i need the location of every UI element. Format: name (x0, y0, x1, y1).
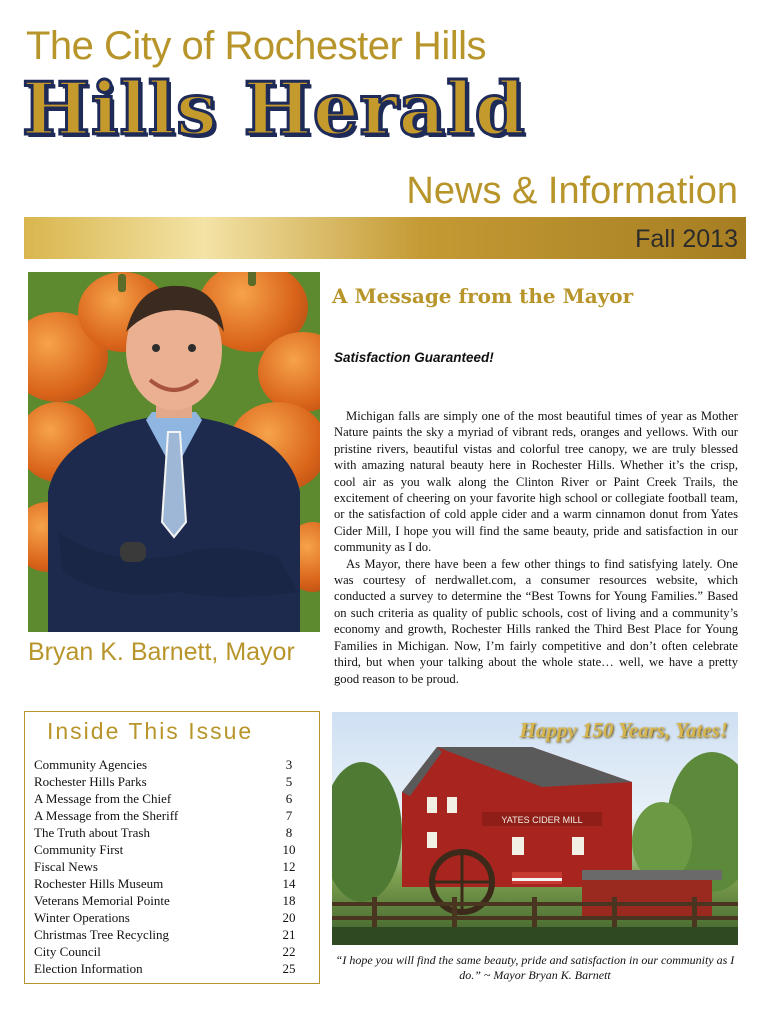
season-bar (24, 217, 746, 259)
toc-item-page: 20 (282, 910, 296, 925)
toc-item-page: 18 (282, 893, 296, 908)
toc-item-title: Community First (34, 842, 124, 857)
toc-item-title: A Message from the Chief (34, 791, 172, 806)
city-title: The City of Rochester Hills (26, 24, 486, 68)
masthead-title: Hills Herald (22, 66, 526, 151)
toc-item-page: 12 (282, 859, 296, 874)
toc-item-page: 6 (285, 791, 293, 806)
toc-item-title: Fiscal News (34, 859, 98, 874)
toc-item-page: 22 (282, 944, 296, 959)
toc-item[interactable] (34, 790, 304, 807)
toc-item-page: 7 (285, 808, 293, 823)
toc-item[interactable] (34, 858, 304, 875)
toc-item[interactable] (34, 773, 304, 790)
toc-heading: Inside This Issue (47, 718, 254, 744)
toc-item-title: The Truth about Trash (34, 825, 150, 840)
cider-mill-sign: YATES CIDER MILL (501, 815, 583, 825)
toc-item-title: City Council (34, 944, 101, 959)
toc-item[interactable] (34, 824, 304, 841)
toc-item[interactable] (34, 807, 304, 824)
toc-item-title: Christmas Tree Recycling (34, 927, 170, 942)
mayor-photo (28, 272, 320, 632)
toc-item-page: 8 (285, 825, 293, 840)
toc-item-title: Community Agencies (34, 757, 148, 772)
article-subheading: Satisfaction Guaranteed! (334, 350, 494, 365)
article-heading: A Message from the Mayor (332, 284, 634, 308)
article-paragraph: Michigan falls are simply one of the most beautiful times of year as Mother Nature paints the sky a myriad of vibrant reds, oranges and yellows. With our pristine rivers, beautiful vistas and colorful tree canopy, we are truly blessed with amazing natural beauty here in Rochester Hills. Whether it’s the crisp, cool air as you walk along the Clinton River or Paint Creek Trails, the excitement of cheering on your favorite high school or collegiate football team, or the satisfaction of cold apple cider and a warm cinnamon donut from Yates Cider Mill, I hope you will find the same beauty, pride and satisfaction in our community as I do. (334, 409, 738, 555)
section-title: News & Information (406, 170, 738, 212)
cider-mill-illustration (332, 712, 738, 945)
mayor-figure (28, 272, 320, 632)
yates-anniversary-banner: Happy 150 Years, Yates! (519, 718, 728, 742)
toc-list (34, 756, 304, 977)
toc-item-page: 10 (282, 842, 296, 857)
toc-item-title: Election Information (34, 961, 143, 976)
toc-item[interactable] (34, 909, 304, 926)
toc-item[interactable] (34, 756, 304, 773)
toc-item[interactable] (34, 841, 304, 858)
article-paragraph: As Mayor, there have been a few other things to find satisfying lately. One was courtesy of nerdwallet.com, a consumer resources website, which conducted a survey to determine the “Best Towns for Young Families.” Based on such criteria as quality of public schools, cost of living and a community’s economy and growth, Rochester Hills ranked the Third Best Place for Young Families in Michigan. Now, I’m fairly competitive and don’t often celebrate third, but when your talking about the whole state… well, we have a pretty good reason to be proud. (334, 556, 738, 686)
toc-item[interactable] (34, 943, 304, 960)
issue-season: Fall 2013 (635, 225, 738, 253)
yates-photo-caption: “I hope you will find the same beauty, pride and satisfaction in our community as I do.” ~ Mayor Bryan K. Barnett (335, 953, 735, 982)
toc-item[interactable] (34, 892, 304, 909)
toc-item[interactable] (34, 875, 304, 892)
inside-this-issue-box (24, 711, 320, 984)
yates-cider-mill-photo (332, 712, 738, 945)
toc-item-title: Rochester Hills Museum (34, 876, 164, 891)
toc-item-title: Winter Operations (34, 910, 130, 925)
mayor-caption: Bryan K. Barnett, Mayor (28, 638, 295, 666)
toc-item-page: 5 (285, 774, 293, 789)
toc-item[interactable] (34, 960, 304, 977)
article-body (334, 408, 738, 687)
toc-item-page: 25 (282, 961, 296, 976)
toc-item-title: Veterans Memorial Pointe (34, 893, 170, 908)
toc-item-title: Rochester Hills Parks (34, 774, 147, 789)
toc-item-page: 14 (282, 876, 296, 891)
toc-item-page: 3 (285, 757, 293, 772)
toc-item-page: 21 (282, 927, 296, 942)
toc-item[interactable] (34, 926, 304, 943)
toc-item-title: A Message from the Sheriff (34, 808, 179, 823)
